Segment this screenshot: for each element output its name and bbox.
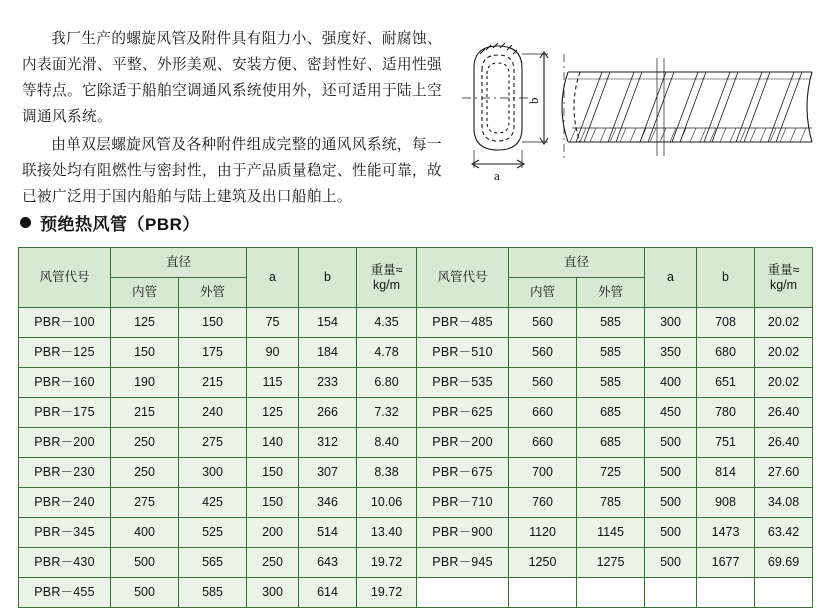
table-header [19, 248, 813, 308]
header-b-right: b [697, 248, 755, 308]
header-inner-right: 内管 [509, 278, 577, 308]
cell-code-right: PBR－900 [417, 518, 509, 548]
cell-b-left: 184 [299, 338, 357, 368]
cell-code-left: PBR－100 [19, 308, 111, 338]
cell-a-left: 150 [247, 488, 299, 518]
cell-weight-right: 20.02 [755, 308, 813, 338]
cell-weight-right: 26.40 [755, 428, 813, 458]
cell-b-right: 1473 [697, 518, 755, 548]
cell-outer-left: 585 [179, 578, 247, 608]
cell-b-right-empty [697, 578, 755, 608]
cell-inner-left: 500 [111, 578, 179, 608]
cell-outer-right: 585 [577, 338, 645, 368]
header-a-left: a [247, 248, 299, 308]
cell-weight-left: 6.80 [357, 368, 417, 398]
cell-outer-right: 725 [577, 458, 645, 488]
cell-b-right: 814 [697, 458, 755, 488]
cell-b-right: 908 [697, 488, 755, 518]
cell-code-left: PBR－430 [19, 548, 111, 578]
cell-code-left: PBR－200 [19, 428, 111, 458]
cell-outer-left: 425 [179, 488, 247, 518]
cell-outer-right: 685 [577, 398, 645, 428]
cell-code-right: PBR－510 [417, 338, 509, 368]
cell-outer-right: 785 [577, 488, 645, 518]
spec-table-wrapper [18, 247, 812, 608]
intro-text-column [22, 26, 442, 212]
cell-outer-left: 300 [179, 458, 247, 488]
table-row [19, 308, 813, 338]
cell-inner-right: 560 [509, 308, 577, 338]
cell-b-left: 614 [299, 578, 357, 608]
cell-inner-right: 560 [509, 368, 577, 398]
cell-b-left: 307 [299, 458, 357, 488]
cell-inner-right: 660 [509, 398, 577, 428]
cell-b-right: 751 [697, 428, 755, 458]
cell-outer-right: 585 [577, 308, 645, 338]
cell-a-right: 500 [645, 548, 697, 578]
cell-weight-left: 19.72 [357, 548, 417, 578]
cell-inner-left: 150 [111, 338, 179, 368]
cell-a-left: 75 [247, 308, 299, 338]
cell-b-left: 233 [299, 368, 357, 398]
cell-code-right: PBR－200 [417, 428, 509, 458]
cell-inner-left: 500 [111, 548, 179, 578]
cell-outer-right-empty [577, 578, 645, 608]
cell-code-left: PBR－175 [19, 398, 111, 428]
cell-inner-left: 250 [111, 458, 179, 488]
cell-outer-right: 1145 [577, 518, 645, 548]
header-code-right: 风管代号 [417, 248, 509, 308]
cell-b-left: 346 [299, 488, 357, 518]
cell-inner-right: 660 [509, 428, 577, 458]
table-row [19, 488, 813, 518]
cell-code-left: PBR－345 [19, 518, 111, 548]
cell-inner-left: 190 [111, 368, 179, 398]
header-inner-left: 内管 [111, 278, 179, 308]
cell-outer-left: 215 [179, 368, 247, 398]
cell-a-right: 450 [645, 398, 697, 428]
cell-b-left: 514 [299, 518, 357, 548]
cell-a-right: 350 [645, 338, 697, 368]
cell-a-right: 500 [645, 518, 697, 548]
cell-a-left: 125 [247, 398, 299, 428]
cell-b-left: 312 [299, 428, 357, 458]
cell-inner-right-empty [509, 578, 577, 608]
cell-outer-left: 565 [179, 548, 247, 578]
cell-outer-left: 175 [179, 338, 247, 368]
cell-b-right: 708 [697, 308, 755, 338]
cell-inner-right: 560 [509, 338, 577, 368]
header-diameter-left: 直径 [111, 248, 247, 278]
cell-weight-right: 20.02 [755, 338, 813, 368]
intro-section [0, 0, 830, 205]
cell-code-left: PBR－160 [19, 368, 111, 398]
cell-b-right: 651 [697, 368, 755, 398]
cell-weight-right-empty [755, 578, 813, 608]
header-weight-left-unit: kg/m [372, 277, 401, 292]
header-weight-left [357, 248, 417, 308]
header-diameter-right: 直径 [509, 248, 645, 278]
cell-b-left: 643 [299, 548, 357, 578]
header-weight-right-unit: kg/m [769, 277, 798, 292]
header-a-right: a [645, 248, 697, 308]
cell-a-right: 500 [645, 428, 697, 458]
cell-code-right: PBR－945 [417, 548, 509, 578]
cell-a-right-empty [645, 578, 697, 608]
cell-weight-left: 4.35 [357, 308, 417, 338]
cell-code-left: PBR－125 [19, 338, 111, 368]
cell-a-left: 150 [247, 458, 299, 488]
cell-weight-right: 63.42 [755, 518, 813, 548]
cell-outer-right: 585 [577, 368, 645, 398]
table-row [19, 518, 813, 548]
header-outer-right: 外管 [577, 278, 645, 308]
header-code-left: 风管代号 [19, 248, 111, 308]
cell-code-right-empty [417, 578, 509, 608]
cell-code-right: PBR－625 [417, 398, 509, 428]
section-heading [20, 210, 200, 235]
cell-weight-right: 34.08 [755, 488, 813, 518]
cell-weight-right: 69.69 [755, 548, 813, 578]
cell-code-left: PBR－240 [19, 488, 111, 518]
header-weight-right [755, 248, 813, 308]
spec-table [18, 247, 813, 608]
cell-inner-left: 275 [111, 488, 179, 518]
cell-inner-right: 760 [509, 488, 577, 518]
table-row [19, 578, 813, 608]
header-row-1 [19, 248, 813, 278]
cell-weight-left: 4.78 [357, 338, 417, 368]
cell-outer-left: 240 [179, 398, 247, 428]
table-row [19, 338, 813, 368]
figure-label-a: a [494, 168, 500, 183]
cell-code-left: PBR－230 [19, 458, 111, 488]
cell-a-left: 250 [247, 548, 299, 578]
cell-weight-right: 26.40 [755, 398, 813, 428]
paragraph-1: 我厂生产的螺旋风管及附件具有阻力小、强度好、耐腐蚀、内表面光滑、平整、外形美观、安装方便、密封性好、适用性强等特点。它除适于船舶空调通风系统使用外，还可适用于陆上空调通风系统。 [22, 31, 442, 125]
cell-a-right: 500 [645, 488, 697, 518]
cell-weight-right: 20.02 [755, 368, 813, 398]
table-row [19, 428, 813, 458]
cell-b-left: 266 [299, 398, 357, 428]
cell-outer-left: 525 [179, 518, 247, 548]
cell-weight-left: 8.40 [357, 428, 417, 458]
header-b-left: b [299, 248, 357, 308]
cell-weight-left: 19.72 [357, 578, 417, 608]
cell-outer-left: 275 [179, 428, 247, 458]
header-weight-right-label: 重量≈ [767, 263, 800, 278]
cell-outer-left: 150 [179, 308, 247, 338]
cell-code-right: PBR－535 [417, 368, 509, 398]
cell-weight-left: 10.06 [357, 488, 417, 518]
cell-weight-left: 8.38 [357, 458, 417, 488]
table-row [19, 398, 813, 428]
cell-inner-left: 215 [111, 398, 179, 428]
figure-label-b: b [526, 97, 541, 104]
cell-a-left: 115 [247, 368, 299, 398]
cell-a-right: 500 [645, 458, 697, 488]
cell-inner-right: 700 [509, 458, 577, 488]
cell-a-right: 400 [645, 368, 697, 398]
cell-a-right: 300 [645, 308, 697, 338]
cell-weight-right: 27.60 [755, 458, 813, 488]
cell-outer-right: 1275 [577, 548, 645, 578]
cell-a-left: 140 [247, 428, 299, 458]
cell-b-right: 1677 [697, 548, 755, 578]
table-body [19, 308, 813, 608]
section-title: 预绝热风管（PBR） [40, 215, 200, 234]
header-outer-left: 外管 [179, 278, 247, 308]
cell-inner-right: 1250 [509, 548, 577, 578]
bullet-dot-icon [20, 217, 31, 228]
cell-code-right: PBR－710 [417, 488, 509, 518]
table-row [19, 368, 813, 398]
cell-weight-left: 7.32 [357, 398, 417, 428]
spiral-duct-diagram [452, 24, 820, 184]
paragraph-2: 由单双层螺旋风管及各种附件组成完整的通风风系统，每一联接处均有阻燃性与密封性，由于产品质量稳定、性能可靠，故已被广泛用于国内船舶与陆上建筑及出口船舶上。 [22, 137, 442, 205]
cell-inner-right: 1120 [509, 518, 577, 548]
cell-a-left: 300 [247, 578, 299, 608]
cell-inner-left: 400 [111, 518, 179, 548]
cell-inner-left: 125 [111, 308, 179, 338]
header-weight-left-label: 重量≈ [370, 263, 403, 278]
cell-a-left: 200 [247, 518, 299, 548]
cell-a-left: 90 [247, 338, 299, 368]
cell-code-right: PBR－485 [417, 308, 509, 338]
table-row [19, 548, 813, 578]
cell-code-left: PBR－455 [19, 578, 111, 608]
cell-b-right: 780 [697, 398, 755, 428]
cell-code-right: PBR－675 [417, 458, 509, 488]
table-row [19, 458, 813, 488]
cell-outer-right: 685 [577, 428, 645, 458]
cell-b-right: 680 [697, 338, 755, 368]
cell-inner-left: 250 [111, 428, 179, 458]
cell-b-left: 154 [299, 308, 357, 338]
cell-weight-left: 13.40 [357, 518, 417, 548]
